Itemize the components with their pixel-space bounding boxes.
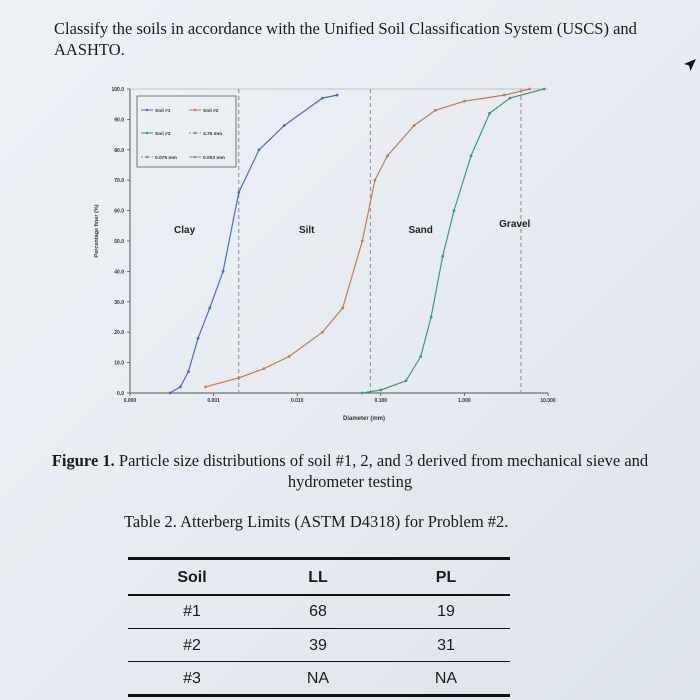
data-point-soil-1 bbox=[237, 191, 240, 194]
y-tick-label: 30.0 bbox=[114, 299, 124, 306]
data-point-soil-3 bbox=[508, 97, 511, 100]
y-tick-label: 0.0 bbox=[117, 391, 124, 397]
region-label-sand: Sand bbox=[408, 224, 433, 236]
series-line-soil-1 bbox=[170, 95, 337, 393]
question-text: Classify the soils in accordance with the Unified Soil Classification System (USCS) and AASHTO. bbox=[54, 19, 637, 59]
x-axis-label: Diameter (mm) bbox=[342, 416, 386, 422]
table-row-rule bbox=[128, 628, 510, 629]
y-tick-label: 100.0 bbox=[111, 87, 124, 93]
region-label-silt: Silt bbox=[298, 224, 315, 236]
data-point-soil-2 bbox=[413, 124, 416, 127]
cell-ll: 39 bbox=[309, 637, 327, 654]
series-line-soil-3 bbox=[362, 89, 544, 393]
x-tick-label: 10.000 bbox=[540, 398, 556, 404]
legend-soil-3-marker bbox=[146, 132, 148, 134]
cell-ll: 68 bbox=[309, 603, 327, 620]
data-point-soil-3 bbox=[430, 316, 433, 319]
data-point-soil-2 bbox=[237, 376, 240, 379]
x-tick-label: 0.000 bbox=[123, 398, 137, 404]
data-point-soil-3 bbox=[488, 112, 491, 115]
legend-0-075mm-marker bbox=[146, 156, 148, 158]
legend-4-75mm-marker bbox=[194, 132, 196, 134]
data-point-soil-3 bbox=[441, 255, 444, 258]
data-point-soil-1 bbox=[197, 337, 200, 340]
data-point-soil-3 bbox=[419, 355, 422, 358]
data-point-soil-1 bbox=[222, 270, 225, 273]
cell-ll: NA bbox=[306, 670, 330, 687]
legend-soil-2-label: Soil #2 bbox=[203, 109, 219, 114]
data-point-soil-3 bbox=[470, 154, 473, 157]
legend-0-002mm-marker bbox=[194, 156, 196, 158]
data-point-soil-2 bbox=[263, 367, 266, 370]
data-point-soil-1 bbox=[336, 94, 339, 97]
legend-soil-1-label: Soil #1 bbox=[155, 109, 171, 114]
data-point-soil-3 bbox=[379, 389, 382, 392]
cell-soil: #1 bbox=[183, 603, 201, 620]
y-tick-label: 90.0 bbox=[114, 117, 124, 124]
legend-4-75mm-label: 4.75 mm bbox=[203, 132, 223, 137]
legend-soil-3-label: Soil #3 bbox=[155, 132, 171, 137]
cell-pl: 31 bbox=[437, 637, 455, 654]
data-point-soil-2 bbox=[528, 88, 531, 91]
data-point-soil-2 bbox=[463, 100, 466, 103]
figure-caption-text: Particle size distributions of soil #1, 2, and 3 derived from mechanical sieve and hydrometer testing bbox=[118, 451, 649, 491]
figure-caption-label: Figure 1. bbox=[51, 451, 115, 470]
table-header-rule bbox=[128, 594, 510, 596]
data-point-soil-1 bbox=[179, 386, 182, 389]
cell-pl: NA bbox=[434, 670, 458, 687]
data-point-soil-3 bbox=[361, 392, 364, 395]
data-point-soil-1 bbox=[208, 306, 211, 309]
data-point-soil-2 bbox=[341, 306, 344, 309]
data-point-soil-1 bbox=[187, 370, 190, 373]
header-soil: Soil bbox=[177, 569, 207, 586]
y-tick-label: 60.0 bbox=[114, 208, 124, 215]
table-title: Table 2. Atterberg Limits (ASTM D4318) for Problem #2. bbox=[124, 512, 509, 531]
x-tick-label: 0.100 bbox=[374, 398, 388, 404]
data-point-soil-2 bbox=[386, 154, 389, 157]
cell-soil: #2 bbox=[183, 637, 201, 654]
legend-soil-1-marker bbox=[146, 109, 148, 111]
data-point-soil-2 bbox=[288, 355, 291, 358]
table-top-rule bbox=[128, 557, 510, 560]
table-row bbox=[128, 664, 510, 694]
cell-soil: #3 bbox=[183, 670, 201, 687]
legend-0-075mm-label: 0.075 mm bbox=[155, 156, 177, 161]
figure-caption bbox=[12, 450, 688, 492]
y-tick-label: 20.0 bbox=[114, 330, 124, 337]
data-point-soil-1 bbox=[168, 392, 171, 395]
data-point-soil-1 bbox=[321, 97, 324, 100]
y-axis-label: Percentage finer (%) bbox=[94, 204, 100, 258]
table-bottom-rule bbox=[128, 694, 510, 697]
y-tick-label: 40.0 bbox=[114, 269, 124, 276]
header-ll: LL bbox=[308, 569, 328, 586]
y-tick-label: 70.0 bbox=[114, 178, 124, 185]
data-point-soil-2 bbox=[361, 240, 364, 243]
region-label-gravel: Gravel bbox=[499, 218, 531, 230]
data-point-soil-2 bbox=[503, 94, 506, 97]
x-tick-label: 1.000 bbox=[458, 398, 471, 404]
table-row bbox=[128, 597, 510, 627]
y-tick-label: 50.0 bbox=[114, 239, 124, 245]
table-row bbox=[128, 631, 510, 661]
data-point-soil-3 bbox=[405, 379, 408, 382]
header-pl: PL bbox=[435, 569, 457, 586]
x-tick-label: 0.001 bbox=[207, 398, 220, 404]
y-tick-label: 80.0 bbox=[114, 147, 124, 154]
table-row-rule bbox=[128, 661, 510, 662]
data-point-soil-1 bbox=[283, 124, 286, 127]
data-point-soil-2 bbox=[204, 386, 207, 389]
data-point-soil-3 bbox=[543, 88, 546, 91]
data-point-soil-2 bbox=[434, 109, 437, 112]
data-point-soil-2 bbox=[373, 179, 376, 182]
data-point-soil-1 bbox=[258, 148, 261, 151]
legend-soil-2-marker bbox=[194, 109, 196, 111]
data-point-soil-3 bbox=[453, 209, 456, 212]
table-header-row bbox=[128, 563, 510, 593]
legend-0-002mm-label: 0.002 mm bbox=[203, 156, 225, 161]
y-tick-label: 10.0 bbox=[114, 360, 124, 367]
data-point-soil-2 bbox=[321, 331, 324, 334]
region-label-clay: Clay bbox=[174, 224, 196, 236]
cell-pl: 19 bbox=[437, 603, 455, 620]
x-tick-label: 0.010 bbox=[290, 398, 304, 404]
